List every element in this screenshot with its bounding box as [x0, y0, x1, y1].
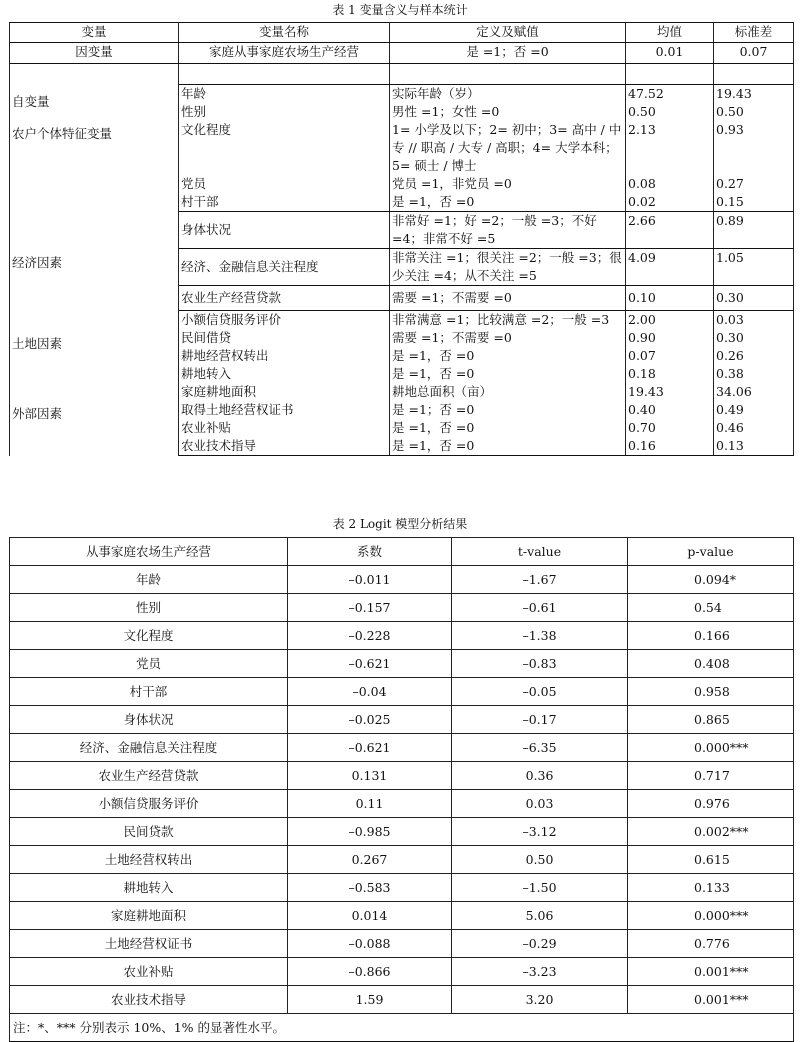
- p-value-cell: 0.002***: [628, 818, 794, 846]
- table-row: [10, 594, 794, 622]
- coefficient-cell: –0.04: [288, 678, 452, 706]
- t-value-cell: –0.61: [452, 594, 628, 622]
- var-mean: 19.43: [626, 383, 714, 401]
- variable-cell: 党员: [10, 650, 288, 678]
- var-sd: 0.49: [714, 401, 794, 419]
- table-row: [10, 650, 794, 678]
- variable-cell: 村干部: [10, 678, 288, 706]
- t-value-cell: –3.12: [452, 818, 628, 846]
- var-sd: 34.06: [714, 383, 794, 401]
- table-row: [10, 43, 794, 64]
- group-personal: 农户个体特征变量: [12, 125, 113, 141]
- coefficient-cell: –0.157: [288, 594, 452, 622]
- var-name: 农业生产经营贷款: [179, 286, 390, 311]
- t-value-cell: –0.05: [452, 678, 628, 706]
- var-mean: 0.40: [626, 401, 714, 419]
- table2-caption: 表 2 Logit 模型分析结果: [332, 517, 468, 531]
- var-mean: 0.07: [626, 347, 714, 365]
- var-definition: 非常满意 =1；比较满意 =2；一般 =3: [390, 311, 626, 330]
- var-definition: 是 =1，否 =0: [390, 347, 626, 365]
- var-name: 性别: [179, 103, 390, 121]
- var-sd: 0.50: [714, 103, 794, 121]
- variable-cell: 性别: [10, 594, 288, 622]
- var-mean: 2.66: [626, 212, 714, 249]
- variable-cell: 经济、金融信息关注程度: [10, 734, 288, 762]
- var-definition: 是 =1；否 =0: [390, 401, 626, 419]
- t-value-cell: –0.29: [452, 930, 628, 958]
- group-external: 外部因素: [12, 406, 63, 421]
- var-definition: 是 =1，否 =0: [390, 365, 626, 383]
- p-value-cell: 0.408: [628, 650, 794, 678]
- p-value-cell: 0.865: [628, 706, 794, 734]
- dependent-definition: 是 =1；否 =0: [390, 43, 626, 64]
- variable-cell: 农业技术指导: [10, 986, 288, 1014]
- p-value-cell: 0.976: [628, 790, 794, 818]
- table1-caption: 表 1 变量含义与样本统计: [332, 3, 468, 17]
- var-sd: 0.89: [714, 212, 794, 249]
- coefficient-cell: –0.088: [288, 930, 452, 958]
- variable-cell: 土地经营权转出: [10, 846, 288, 874]
- var-name: 农业补贴: [179, 419, 390, 437]
- header-t-value: t-value: [452, 538, 628, 566]
- var-sd: 0.46: [714, 419, 794, 437]
- group-land: 土地因素: [12, 336, 63, 351]
- coefficient-cell: –0.621: [288, 650, 452, 678]
- var-sd: 19.43: [714, 85, 794, 104]
- variable-cell: 农业补贴: [10, 958, 288, 986]
- var-mean: 2.00: [626, 311, 714, 330]
- coefficient-cell: 0.131: [288, 762, 452, 790]
- header-variable-name: 变量名称: [179, 23, 390, 43]
- table-row: [10, 734, 794, 762]
- table-row: [10, 930, 794, 958]
- variable-cell: 文化程度: [10, 622, 288, 650]
- var-definition: 实际年龄（岁）: [390, 85, 626, 104]
- var-name: 耕地转入: [179, 365, 390, 383]
- header-dependent: 从事家庭农场生产经营: [10, 538, 288, 566]
- var-mean: 0.90: [626, 329, 714, 347]
- var-sd: 0.30: [714, 329, 794, 347]
- var-name: 经济、金融信息关注程度: [179, 249, 390, 286]
- var-definition: 需要 =1；不需要 =0: [390, 286, 626, 311]
- var-definition: 非常好 =1；好 =2；一般 =3；不好 =4；非常不好 =5: [390, 212, 626, 249]
- var-mean: 2.13: [626, 121, 714, 175]
- p-value-cell: 0.166: [628, 622, 794, 650]
- coefficient-cell: –0.621: [288, 734, 452, 762]
- table2-header-row: [10, 538, 794, 566]
- coefficient-cell: 1.59: [288, 986, 452, 1014]
- table-row-blank: [10, 64, 794, 85]
- p-value-cell: 0.958: [628, 678, 794, 706]
- var-sd: 0.03: [714, 311, 794, 330]
- t-value-cell: –1.67: [452, 566, 628, 594]
- table-row: [10, 902, 794, 930]
- var-name: 身体状况: [179, 212, 390, 249]
- p-value-cell: 0.000***: [628, 902, 794, 930]
- var-mean: 0.02: [626, 193, 714, 212]
- table-row: [10, 678, 794, 706]
- var-definition: 是 =1，否 =0: [390, 437, 626, 456]
- variable-cell: 民间贷款: [10, 818, 288, 846]
- table-row: [10, 566, 794, 594]
- var-name: 农业技术指导: [179, 437, 390, 456]
- var-definition: 是 =1，否 =0: [390, 419, 626, 437]
- significance-note: 注：*、*** 分别表示 10%、1% 的显著性水平。: [10, 1014, 794, 1042]
- coefficient-cell: –0.583: [288, 874, 452, 902]
- var-sd: 0.38: [714, 365, 794, 383]
- header-sd: 标准差: [714, 23, 794, 43]
- var-name: 年龄: [179, 85, 390, 104]
- header-variable: 变量: [10, 23, 179, 43]
- coefficient-cell: –0.985: [288, 818, 452, 846]
- p-value-cell: 0.001***: [628, 986, 794, 1014]
- var-definition: 男性 =1；女性 =0: [390, 103, 626, 121]
- table1-header-row: [10, 23, 794, 43]
- t-value-cell: –1.38: [452, 622, 628, 650]
- table-row: [10, 762, 794, 790]
- var-sd: 0.13: [714, 437, 794, 456]
- p-value-cell: 0.615: [628, 846, 794, 874]
- t-value-cell: –0.83: [452, 650, 628, 678]
- p-value-cell: 0.000***: [628, 734, 794, 762]
- variable-statistics-table: [9, 22, 794, 456]
- coefficient-cell: 0.267: [288, 846, 452, 874]
- var-name: 村干部: [179, 193, 390, 212]
- header-p-value: p-value: [628, 538, 794, 566]
- group-independent: 自变量: [12, 93, 50, 109]
- coefficient-cell: 0.11: [288, 790, 452, 818]
- var-mean: 0.50: [626, 103, 714, 121]
- p-value-cell: 0.094*: [628, 566, 794, 594]
- var-mean: 0.16: [626, 437, 714, 456]
- header-definition: 定义及赋值: [390, 23, 626, 43]
- header-coefficient: 系数: [288, 538, 452, 566]
- coefficient-cell: –0.025: [288, 706, 452, 734]
- p-value-cell: 0.776: [628, 930, 794, 958]
- table-row: [10, 85, 794, 104]
- var-definition: 耕地总面积（亩）: [390, 383, 626, 401]
- variable-cell: 小额信贷服务评价: [10, 790, 288, 818]
- t-value-cell: –3.23: [452, 958, 628, 986]
- coefficient-cell: 0.014: [288, 902, 452, 930]
- t-value-cell: 0.36: [452, 762, 628, 790]
- var-name: 耕地经营权转出: [179, 347, 390, 365]
- var-definition: 非常关注 =1；很关注 =2；一般 =3；很少关注 =4；从不关注 =5: [390, 249, 626, 286]
- t-value-cell: –6.35: [452, 734, 628, 762]
- dependent-sd: 0.07: [714, 43, 794, 64]
- var-definition: 是 =1，否 =0: [390, 193, 626, 212]
- p-value-cell: 0.133: [628, 874, 794, 902]
- p-value-cell: 0.717: [628, 762, 794, 790]
- var-mean: 0.18: [626, 365, 714, 383]
- t-value-cell: –0.17: [452, 706, 628, 734]
- t-value-cell: 5.06: [452, 902, 628, 930]
- variable-cell: 土地经营权证书: [10, 930, 288, 958]
- variable-cell: 家庭耕地面积: [10, 902, 288, 930]
- coefficient-cell: –0.228: [288, 622, 452, 650]
- dependent-mean: 0.01: [626, 43, 714, 64]
- variable-cell: 年龄: [10, 566, 288, 594]
- group-cell-personal: [10, 85, 179, 212]
- t-value-cell: 0.50: [452, 846, 628, 874]
- t-value-cell: 3.20: [452, 986, 628, 1014]
- table-row: [10, 622, 794, 650]
- t-value-cell: 0.03: [452, 790, 628, 818]
- table2-note-row: [10, 1014, 794, 1042]
- var-sd: 0.30: [714, 286, 794, 311]
- table-row: [10, 846, 794, 874]
- var-definition: 党员 =1，非党员 =0: [390, 175, 626, 193]
- table-row: [10, 874, 794, 902]
- table-row: [10, 329, 794, 347]
- var-sd: 0.27: [714, 175, 794, 193]
- variable-cell: 农业生产经营贷款: [10, 762, 288, 790]
- logit-results-table: [9, 537, 794, 1042]
- t-value-cell: –1.50: [452, 874, 628, 902]
- var-name: 民间借贷: [179, 329, 390, 347]
- var-definition: 需要 =1；不需要 =0: [390, 329, 626, 347]
- group-cell-land: [10, 329, 179, 456]
- variable-cell: 身体状况: [10, 706, 288, 734]
- table-row: [10, 212, 794, 249]
- var-name: 取得土地经营权证书: [179, 401, 390, 419]
- var-mean: 0.08: [626, 175, 714, 193]
- var-mean: 4.09: [626, 249, 714, 286]
- var-mean: 47.52: [626, 85, 714, 104]
- var-name: 小额信贷服务评价: [179, 311, 390, 330]
- dependent-category: 因变量: [10, 43, 179, 64]
- dependent-name: 家庭从事家庭农场生产经营: [179, 43, 390, 64]
- var-sd: 1.05: [714, 249, 794, 286]
- var-name: 文化程度: [179, 121, 390, 175]
- table-row: [10, 958, 794, 986]
- coefficient-cell: –0.866: [288, 958, 452, 986]
- p-value-cell: 0.001***: [628, 958, 794, 986]
- table-row: [10, 706, 794, 734]
- group-economic: 经济因素: [10, 212, 179, 330]
- var-mean: 0.10: [626, 286, 714, 311]
- p-value-cell: 0.54: [628, 594, 794, 622]
- table-row: [10, 790, 794, 818]
- var-name: 党员: [179, 175, 390, 193]
- coefficient-cell: –0.011: [288, 566, 452, 594]
- var-definition: 1= 小学及以下；2= 初中；3= 高中 / 中专 // 职高 / 大专 / 高职；4= 大学本科；5= 硕士 / 博士: [390, 121, 626, 175]
- var-sd: 0.26: [714, 347, 794, 365]
- header-mean: 均值: [626, 23, 714, 43]
- table-row: [10, 818, 794, 846]
- var-sd: 0.93: [714, 121, 794, 175]
- var-sd: 0.15: [714, 193, 794, 212]
- var-name: 家庭耕地面积: [179, 383, 390, 401]
- variable-cell: 耕地转入: [10, 874, 288, 902]
- table-row: [10, 986, 794, 1014]
- var-mean: 0.70: [626, 419, 714, 437]
